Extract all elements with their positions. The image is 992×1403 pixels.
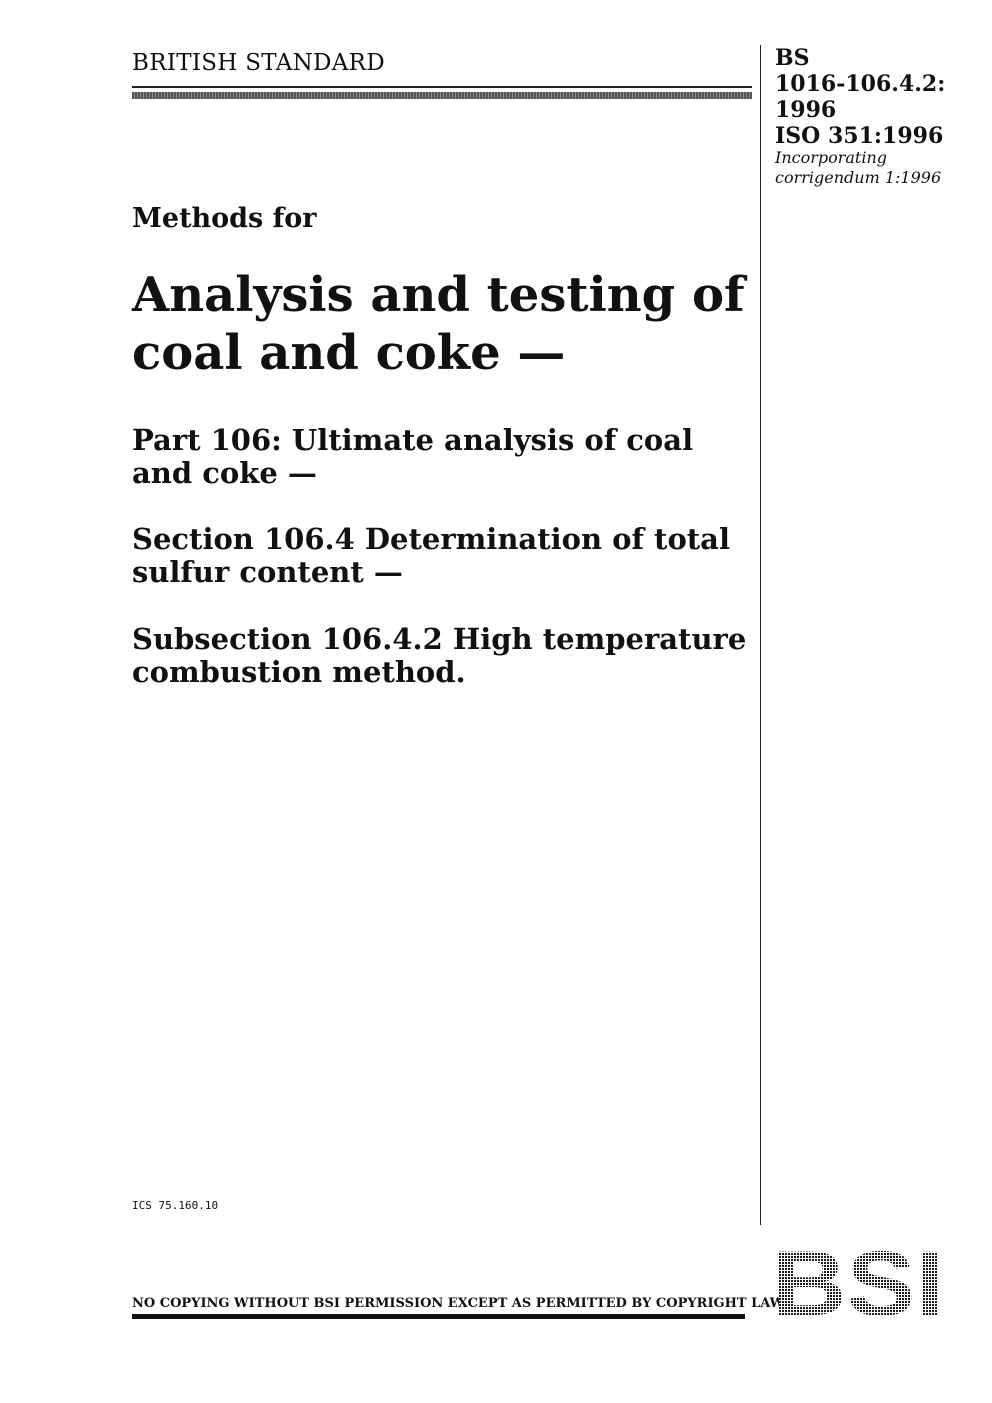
standard-line-number: 1016-106.4.2: (775, 71, 946, 97)
copyright-notice: NO COPYING WITHOUT BSI PERMISSION EXCEPT AS PERMITTED BY COPYRIGHT LAW (132, 1296, 785, 1311)
header-label: BRITISH STANDARD (132, 50, 386, 76)
column-divider (760, 45, 761, 1225)
main-title: Analysis and testing of coal and coke — (132, 267, 745, 381)
header-rule-thick (132, 92, 752, 99)
ics-code: ICS 75.160.10 (132, 1199, 219, 1212)
incorporating-line-2: corrigendum 1:1996 (775, 168, 942, 187)
part-title: Part 106: Ultimate analysis of coal and coke — (132, 423, 694, 490)
standard-numbers (775, 45, 945, 149)
subsection-title: Subsection 106.4.2 High temperature combustion method. (132, 622, 747, 689)
bsi-logo-text: BSI (772, 1244, 944, 1319)
bsi-logo (770, 1244, 946, 1319)
title-prefix: Methods for (132, 203, 317, 234)
standard-line-iso: ISO 351:1996 (775, 123, 944, 149)
incorporating-line-1: Incorporating (775, 148, 888, 167)
standard-line-year: 1996 (775, 97, 837, 123)
section-title: Section 106.4 Determination of total sulfur content — (132, 522, 730, 589)
header-rule-thin (132, 86, 752, 88)
incorporating-note (775, 148, 941, 188)
standard-line-bs: BS (775, 45, 810, 71)
footer-rule (132, 1314, 745, 1319)
